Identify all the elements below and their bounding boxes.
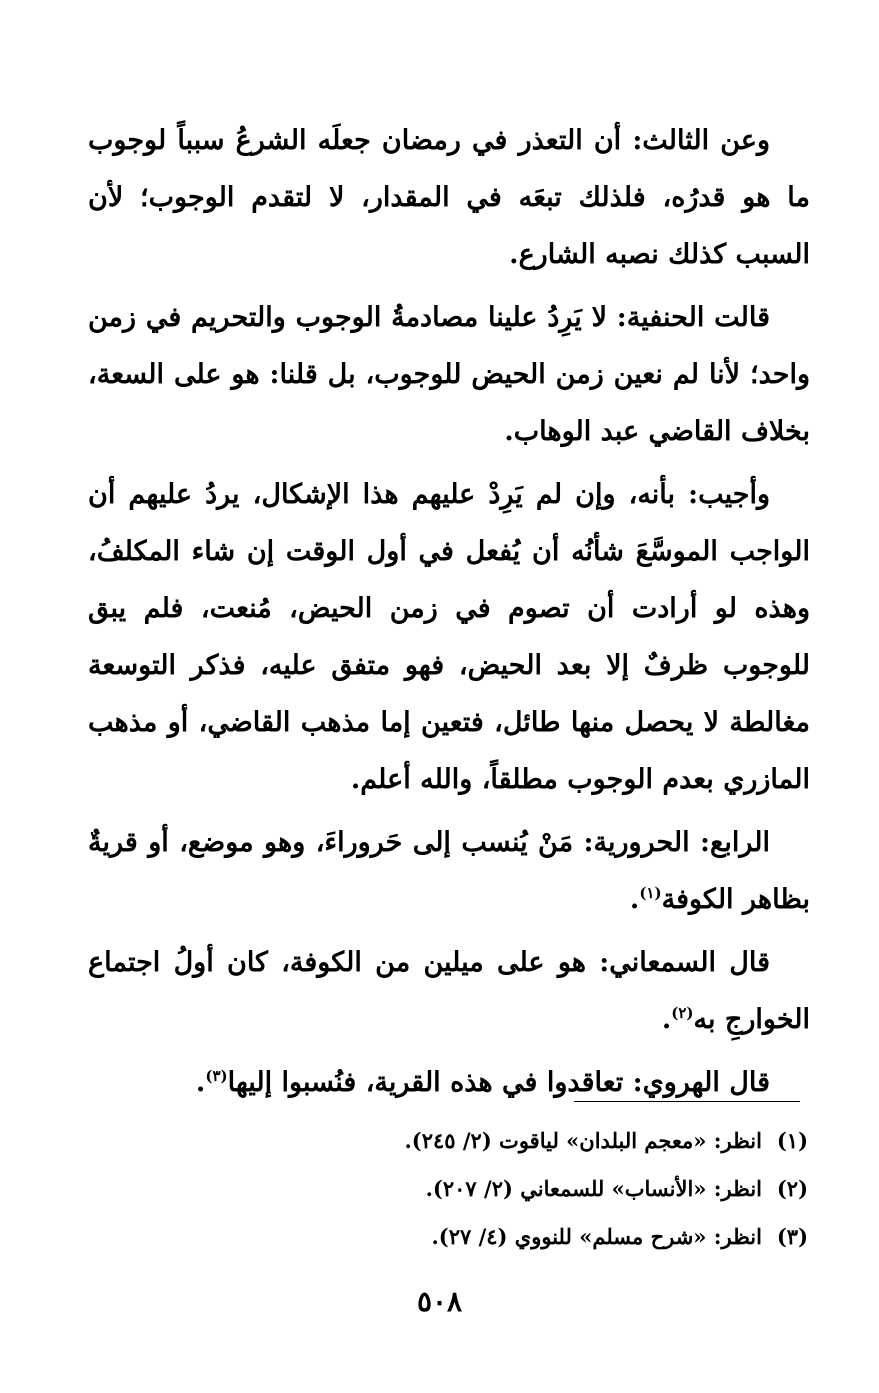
paragraph-lead: الرابع: الحرورية: bbox=[583, 827, 771, 858]
footnote-marker-2[interactable]: (٢) bbox=[671, 1004, 694, 1022]
paragraph-fourth-haruriyya: الرابع: الحرورية: مَنْ يُنسب إلى حَروراءَ، وهو موضع، أو قريةٌ بظاهر الكوفة$^{(١)}$. bbox=[88, 827, 810, 915]
footnote-number: (٢) bbox=[776, 1176, 808, 1201]
main-text bbox=[88, 112, 810, 1117]
footnote-number: (١) bbox=[776, 1128, 808, 1153]
paragraph-text: مَنْ يُنسب إلى حَروراءَ، وهو موضع، أو قريةٌ بظاهر الكوفة bbox=[88, 827, 810, 915]
footnote-text: انظر: «معجم البلدان» لياقوت (٢/ ٢٤٥). bbox=[404, 1128, 762, 1153]
page-number: ٥٠٨ bbox=[416, 1285, 463, 1318]
paragraph-samani: قال السمعاني: هو على ميلين من الكوفة، كان أولُ اجتماع الخوارجِ به$^{(٢)}$. bbox=[88, 947, 810, 1035]
paragraph-text: أن التعذر في رمضان جعلَه الشرعُ سبباً لوجوب ما هو قدرُه، فلذلك تبعَه في المقدار، لا لتقدم الوجوب؛ لأن السبب كذلك نصبه الشارع. bbox=[88, 125, 810, 270]
paragraph-harawi: قال الهروي: تعاقدوا في هذه القرية، فنُسبوا إليها$^{(٣)}$. bbox=[195, 1067, 770, 1098]
footnote-number: (٣) bbox=[776, 1224, 808, 1249]
paragraph-lead: وعن الثالث: bbox=[632, 125, 770, 156]
footnote-marker-3[interactable]: (٣) bbox=[205, 1067, 228, 1085]
footnote-item bbox=[200, 1165, 808, 1213]
paragraph-response bbox=[88, 466, 810, 808]
footnote-separator bbox=[574, 1101, 800, 1102]
paragraph-hanafiyya bbox=[88, 289, 810, 460]
footnote-item bbox=[200, 1117, 808, 1165]
paragraph-text: قال الهروي: تعاقدوا في هذه القرية، فنُسبوا إليها bbox=[227, 1067, 770, 1098]
paragraph-text: قال السمعاني: هو على ميلين من الكوفة، كان أولُ اجتماع الخوارجِ به bbox=[88, 947, 810, 1035]
paragraph-text: وأجيب: بأنه، وإن لم يَرِدْ عليهم هذا الإشكال، يردُ عليهم أن الواجب الموسَّعَ شأنُه أن يُفعل في أول الوقت إن شاء المكلفُ، وهذه لو أرادت أن تصوم في زمن الحيض، مُنعت، فلم يبق للوجوب ظرفٌ إلا بعد الحيض، فهو متفق عليه، فذكر التوسعة مغالطة لا يحصل منها طائل، فتعين إما مذهب القاضي، أو مذهب المازري بعدم الوجوب مطلقاً، والله أعلم. bbox=[88, 479, 810, 795]
footnote-text: انظر: «شرح مسلم» للنووي (٤/ ٢٧). bbox=[431, 1224, 762, 1249]
footnotes bbox=[200, 1117, 808, 1261]
footnote-item bbox=[200, 1213, 808, 1261]
paragraph-third-answer bbox=[88, 112, 810, 283]
footnote-text: انظر: «الأنساب» للسمعاني (٢/ ٢٠٧). bbox=[425, 1176, 762, 1201]
footnote-marker-1[interactable]: (١) bbox=[639, 884, 662, 902]
paragraph-text: قالت الحنفية: لا يَرِدُ علينا مصادمةُ الوجوب والتحريم في زمن واحد؛ لأنا لم نعين زمن الحيض للوجوب، بل قلنا: هو على السعة، بخلاف القاضي عبد الوهاب. bbox=[88, 302, 810, 447]
